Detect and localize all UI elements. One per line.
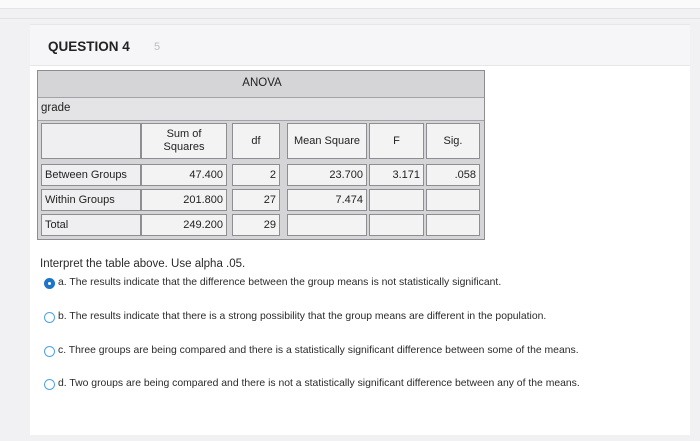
header-f-text: F — [393, 135, 400, 147]
header-f — [369, 123, 424, 159]
cell-ss — [141, 164, 227, 186]
cell-ms — [287, 189, 367, 211]
cell-value: .058 — [454, 169, 476, 181]
cell-df — [232, 164, 280, 186]
row-label-text: Total — [45, 219, 69, 231]
cell-value: 29 — [263, 219, 276, 231]
answer-option-label: c. Three groups are being compared and there is a statistically significant difference between some of the means. — [58, 345, 579, 356]
header-df-text: df — [251, 135, 261, 147]
row-label-within — [41, 189, 141, 211]
header-sig — [426, 123, 480, 159]
dependent-variable-label: grade — [41, 102, 71, 114]
cell-value: 27 — [263, 194, 276, 206]
header-blank-cell — [41, 123, 141, 159]
top-strip — [0, 0, 700, 9]
cell-f — [369, 189, 424, 211]
cell-value: 3.171 — [392, 169, 420, 181]
radio-button-icon[interactable] — [44, 312, 55, 323]
cell-value: 23.700 — [329, 169, 363, 181]
cell-f — [369, 164, 424, 186]
question-prompt: Interpret the table above. Use alpha .05. — [40, 258, 246, 270]
radio-button-selected-icon[interactable] — [44, 278, 55, 289]
cell-sig — [426, 189, 480, 211]
answer-option-label: d. Two groups are being compared and there is not a statistically significant difference between any of the means. — [58, 378, 580, 389]
cell-df — [232, 214, 280, 236]
header-df — [232, 123, 280, 159]
radio-button-icon[interactable] — [44, 379, 55, 390]
question-header — [30, 25, 690, 66]
row-label-total — [41, 214, 141, 236]
cell-ms — [287, 214, 367, 236]
cell-df — [232, 189, 280, 211]
question-title: QUESTION 4 — [48, 39, 130, 54]
answer-option-label: b. The results indicate that there is a strong possibility that the group means are different in the population. — [58, 311, 547, 322]
question-points: 5 — [154, 41, 161, 53]
cell-f — [369, 214, 424, 236]
cell-value: 201.800 — [183, 194, 223, 206]
radio-button-icon[interactable] — [44, 346, 55, 357]
header-mean-square-text: Mean Square — [293, 135, 361, 147]
cell-value: 2 — [269, 169, 276, 181]
cell-value: 249.200 — [183, 219, 223, 231]
cell-value: 47.400 — [189, 169, 223, 181]
cell-ss — [141, 214, 227, 236]
anova-title: ANOVA — [242, 77, 282, 89]
cell-sig — [426, 214, 480, 236]
row-label-between — [41, 164, 141, 186]
row-label-text: Within Groups — [45, 194, 115, 206]
cell-ms — [287, 164, 367, 186]
row-label-text: Between Groups — [45, 169, 127, 181]
header-sig-text: Sig. — [443, 135, 463, 147]
header-sum-of-squares — [141, 123, 227, 159]
divider — [0, 18, 700, 19]
header-mean-square — [287, 123, 367, 159]
answer-option-label: a. The results indicate that the difference between the group means is not statistically significant. — [58, 277, 502, 288]
anova-table — [37, 70, 485, 240]
cell-ss — [141, 189, 227, 211]
cell-sig — [426, 164, 480, 186]
dependent-variable-row — [38, 97, 484, 121]
cell-value: 7.474 — [335, 194, 363, 206]
header-sum-of-squares-text: Sum of Squares — [163, 128, 205, 153]
